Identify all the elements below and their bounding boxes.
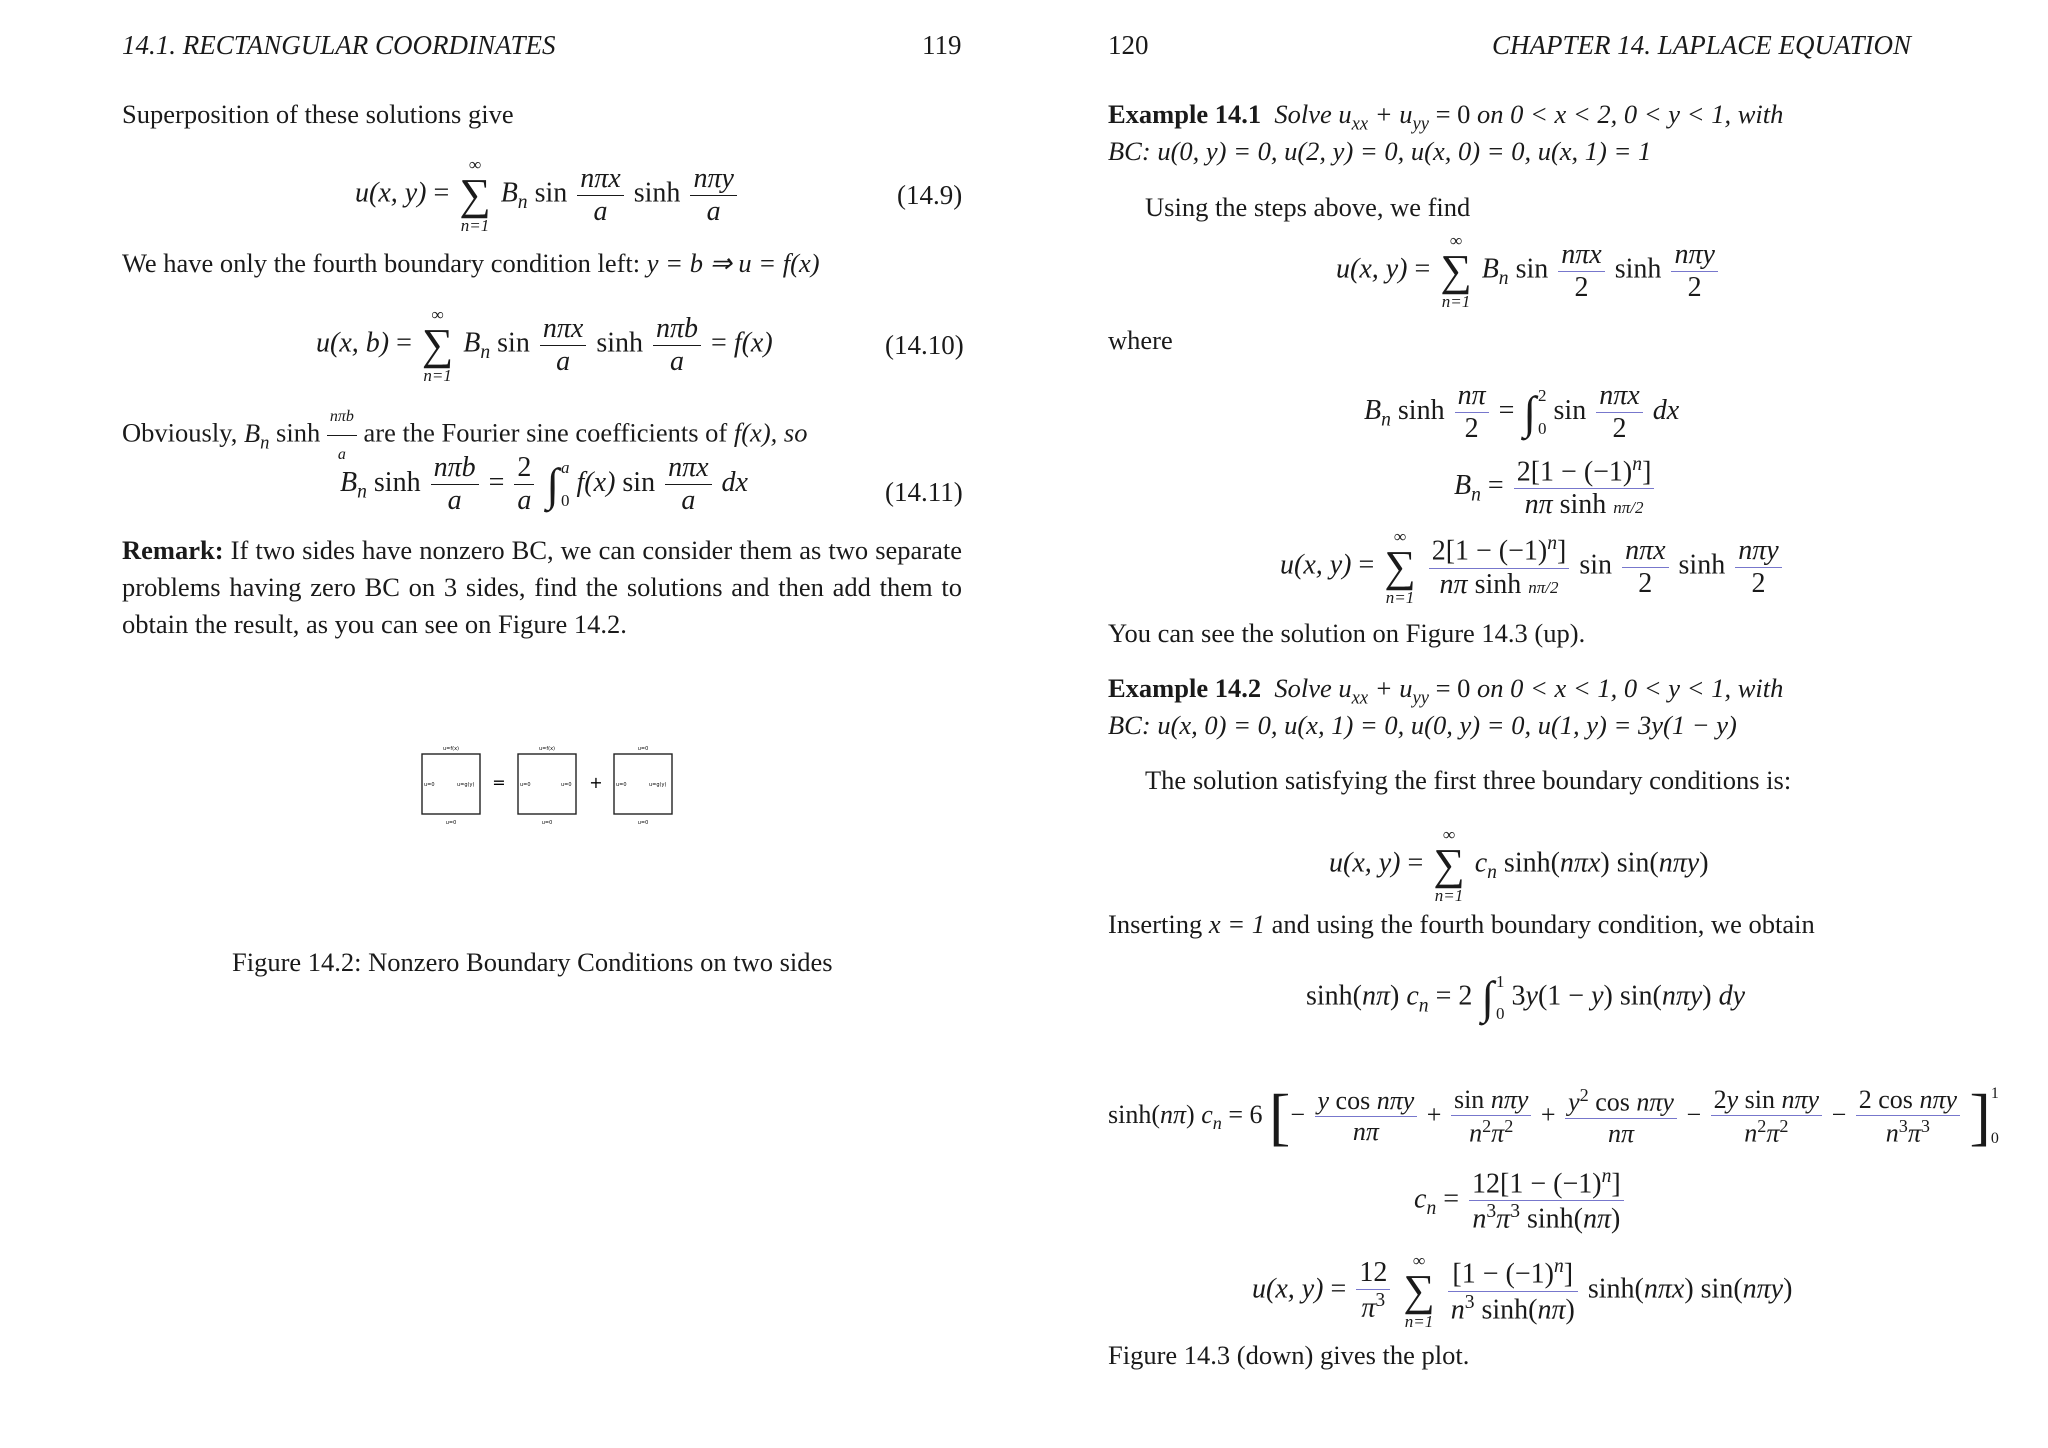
example-14-2-bc-label: BC: (1108, 710, 1151, 740)
box3-left-label: u=0 (616, 782, 627, 788)
equation-number-14-11: (14.11) (885, 477, 963, 507)
equation-cn-integral: sinh(nπ) $c_n = 2$ ∫ 1 0 3y(1 − y) sin(nπy) dy (1306, 972, 1746, 1024)
equation-bn-sinh: $B_n$ sinh $\frac{n\pi}{2}$ = ∫ 2 0 sin $\frac{\text{nπx}}{2}$ dx (1364, 380, 1680, 444)
box2-left-label: u=0 (520, 782, 531, 788)
example-14-2-solve: Solve (1274, 673, 1332, 703)
paragraph-see-solution: You can see the solution on Figure 14.3 (up). (1108, 618, 1586, 648)
paragraph-fourth-bc (122, 245, 820, 282)
running-header-chapter: CHAPTER 14. LAPLACE EQUATION (1492, 30, 1912, 60)
obviously-text: Obviously, (122, 417, 238, 448)
equation-cn: $c_n$ = $\frac{12[1 - (-1)^n]}{n^3\pi^3 \sinh(n\pi)}$ (1414, 1166, 1627, 1236)
figure-equals-sign: = (492, 773, 506, 792)
running-header-section: 14.1. RECTANGULAR COORDINATES (122, 30, 556, 60)
obviously-text-2: are the Fourier sine coefficients of (363, 417, 728, 448)
figure-box-3 (614, 746, 672, 826)
example-14-1-solve: Solve (1274, 99, 1332, 129)
figure-box-1 (422, 746, 480, 826)
right-page (1024, 0, 2048, 1448)
box3-top-label: u=0 (637, 746, 649, 752)
fourth-bc-math: y = b ⇒ u = f(x) (646, 248, 820, 278)
example-14-1-label: Example 14.1 (1108, 99, 1262, 129)
box2-right-label: u=0 (561, 782, 572, 788)
equation-14-11: $B_n$ sinh $\frac{\text{nπb}}{a}$ = $\frac{2}{a}$ ∫ a 0 f(x) sin $\frac{\text{nπx}}{a}$ dx (340, 452, 748, 516)
paragraph-plot: Figure 14.3 (down) gives the plot. (1108, 1340, 1470, 1370)
example-14-1-bc (1108, 133, 1651, 170)
example-14-2-statement: Example 14.2 Solve $u_{xx} + u_{yy} = 0$ on 0 < x < 1, 0 < y < 1, with (1108, 673, 1784, 709)
example-14-2-bc-values: u(x, 0) = 0, u(x, 1) = 0, u(0, y) = 0, u(1, y) = 3y(1 − y) (1157, 710, 1737, 740)
box3-bottom-label: u=0 (637, 820, 649, 826)
box1-top-label: u=f(x) (443, 746, 459, 752)
example-14-1-bc-label: BC: (1108, 136, 1151, 166)
paragraph-where: where (1108, 325, 1173, 355)
remark-label: Remark: (122, 535, 224, 565)
equation-bn: $B_n$ = $\frac{2[1 - (-1)^n]}{\text{nπ sinh nπ/2}}$ (1454, 454, 1657, 521)
box2-bottom-label: u=0 (541, 820, 553, 826)
example-14-1-with: with (1737, 99, 1784, 129)
page-number-right: 120 (1108, 30, 1149, 60)
inserting-math: x = 1 (1208, 909, 1265, 939)
box1-left-label: u=0 (424, 782, 435, 788)
fourth-bc-text: We have only the fourth boundary condition left: (122, 248, 641, 278)
figure-14-2-caption: Figure 14.2: Nonzero Boundary Conditions on two sides (232, 947, 833, 977)
inserting-text-2: and using the fourth boundary condition, we obtain (1271, 909, 1815, 939)
box1-bottom-label: u=0 (445, 820, 457, 826)
example-14-2-on: on (1477, 673, 1504, 703)
figure-plus-sign: + (589, 773, 603, 792)
paragraph-using-steps: Using the steps above, we find (1145, 192, 1471, 222)
equation-number-14-9: (14.9) (897, 180, 963, 210)
figure-box-2 (518, 746, 576, 826)
example-14-2-label: Example 14.2 (1108, 673, 1262, 703)
equation-ex2-solution: u(x, y) = $\frac{12}{\pi^3}$ ∞ ∑ n=1 $\frac{[1 - (-1)^n]}{n^3 \sinh(n\pi)}$ sinh(nπx) sin(nπy) (1252, 1251, 1793, 1331)
equation-cn-antiderivative: sinh(nπ) $c_n = 6$ [− $\frac{\text{y cos nπy}}{n\pi}$ + $\frac{\text{sin nπy}}{n^2\pi^2}$ + $\frac{y^2 \cos n\pi y}{n\pi}$ − $\frac{\text{2y sin nπy}}{n^2\pi^2}$ − $\frac{\text{2 cos nπy}}{n^3\pi^3}$ ] 1 0 (1108, 1081, 1999, 1153)
paragraph-inserting (1108, 906, 1815, 943)
equation-number-14-10: (14.10) (885, 330, 964, 360)
example-14-1-bc-values: u(0, y) = 0, u(2, y) = 0, u(x, 0) = 0, u(x, 1) = 1 (1157, 136, 1652, 166)
remark-text: If two sides have nonzero BC, we can consider them as two separate problems having zero BC on 3 sides, find the solutions and then add them to obtain the result, as you can see on Figure 14.2. (122, 535, 963, 639)
equation-ex2-solution-form: u(x, y) = ∞ ∑ n=1 $c_n$ sinh(nπx) sin(nπy) (1329, 825, 1709, 905)
example-14-1-domain: 0 < x < 2, 0 < y < 1, (1510, 99, 1732, 129)
inserting-text: Inserting (1108, 909, 1203, 939)
obviously-text-3: f(x), so (733, 417, 808, 448)
paragraph-superposition: Superposition of these solutions give (122, 99, 514, 129)
equation-14-10: u(x, b) = ∞ ∑ n=1 $B_n$ sin $\frac{\text{nπx}}{a}$ sinh $\frac{\text{nπb}}{a}$ = f(x) (316, 305, 773, 385)
example-14-1-on: on (1477, 99, 1504, 129)
example-14-1-statement: Example 14.1 Solve $u_{xx} + u_{yy} = 0$ on 0 < x < 2, 0 < y < 1, with (1108, 99, 1784, 135)
page-number-left: 119 (922, 30, 962, 60)
paragraph-obviously: Obviously, $B_n$ sinh $\frac{\text{nπb}}{a}$ are the Fourier sine coefficients of f(x), so (122, 398, 807, 473)
box2-top-label: u=f(x) (539, 746, 555, 752)
box3-right-label: u=g(y) (649, 782, 667, 788)
example-14-2-with: with (1737, 673, 1784, 703)
box1-right-label: u=g(y) (457, 782, 475, 788)
figure-14-2-diagram (410, 740, 690, 830)
equation-ex1-solution-form: u(x, y) = ∞ ∑ n=1 $B_n$ sin $\frac{\text{nπx}}{2}$ sinh $\frac{\text{nπy}}{2}$ (1336, 232, 1721, 310)
equation-ex1-solution: u(x, y) = ∞ ∑ n=1 $\frac{2[1 - (-1)^n]}{\text{nπ sinh nπ/2}}$ sin $\frac{\text{nπx}}{2}$ sinh $\frac{\text{nπy}}{2}$ (1280, 528, 1785, 606)
paragraph-first-three: The solution satisfying the first three boundary conditions is: (1145, 765, 1792, 795)
example-14-2-bc (1108, 707, 1737, 744)
example-14-2-domain: 0 < x < 1, 0 < y < 1, (1510, 673, 1732, 703)
equation-14-9: u(x, y) = ∞ ∑ n=1 $B_n$ sin $\frac{\text{nπx}}{a}$ sinh $\frac{\text{nπy}}{a}$ (355, 156, 740, 234)
remark-paragraph (122, 532, 962, 643)
